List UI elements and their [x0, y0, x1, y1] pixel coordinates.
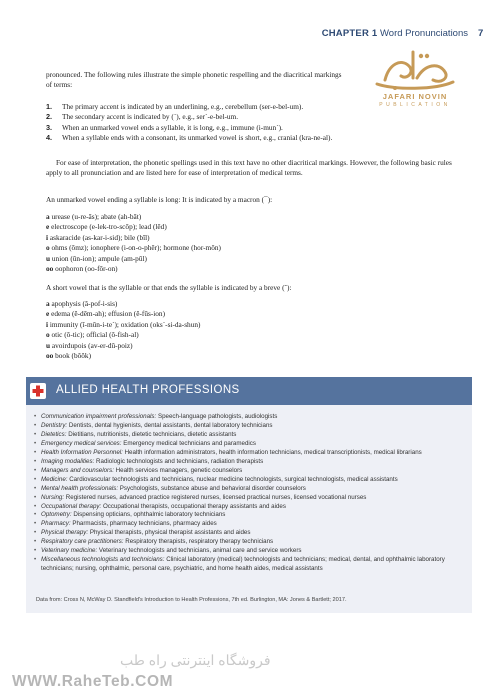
profession-label: Pharmacy: — [41, 520, 71, 528]
list-item — [34, 413, 466, 422]
profession-text: Registered nurses, advanced practice registered nurses, licensed practical nurses, licensed vocational nurses — [65, 493, 367, 501]
vowel-label: a — [46, 299, 50, 308]
list-item — [34, 458, 466, 467]
rule-number: 4. — [46, 133, 53, 143]
list-item — [34, 485, 466, 494]
profession-label: Physical therapy: — [41, 529, 89, 537]
short-vowel-examples — [46, 299, 454, 361]
profession-text: Dispensing opticians, ophthalmic laboratory technicians — [73, 511, 226, 519]
example-text: otic (ō-tic); official (ŏ-fish-al) — [51, 330, 139, 340]
list-item — [46, 309, 454, 319]
source-citation: Data from: Cross N, McWay D. Standfield's Introduction to Health Professions, 7th ed. Burlington, MA: Jones & Bartlett; 2017. — [36, 597, 347, 603]
list-item — [34, 476, 466, 485]
logo-brand: JAFARI NOVIN — [382, 92, 448, 101]
list-item — [34, 449, 466, 458]
chapter-title: Word Pronunciations — [379, 28, 468, 39]
rule-number: 2. — [46, 112, 53, 122]
list-item — [34, 422, 466, 431]
list-item — [34, 467, 466, 476]
profession-label: Miscellaneous technologists and technicians: — [41, 556, 165, 564]
list-item — [46, 243, 454, 253]
profession-label: Dietetics: — [41, 430, 67, 438]
list-item — [34, 511, 466, 520]
example-text: urease (u-re-ās); abate (ah-bāt) — [51, 212, 142, 221]
list-item — [34, 529, 466, 538]
rule-text: The secondary accent is indicated by (ˊ), e.g., serˊ-e-bel-um. — [62, 112, 239, 122]
profession-label: Medicine: — [41, 475, 68, 483]
example-text: union (ūn-ion); ampule (am-pūl) — [51, 253, 147, 263]
vowel-label: o — [46, 330, 50, 340]
list-item — [46, 320, 454, 330]
vowel-label: i — [46, 319, 49, 329]
long-vowel-intro: An unmarked vowel ending a syllable is long: It is indicated by a macron (¯): — [46, 195, 273, 204]
example-text: book (bŏŏk) — [55, 351, 91, 361]
profession-text: Physical therapists, physical therapist assistants and aides — [89, 529, 251, 537]
calligraphy-emblem-icon — [355, 44, 475, 94]
rule-item — [46, 102, 346, 112]
pronunciation-rules — [46, 102, 346, 144]
profession-text: Cardiovascular technologists and technicians, nuclear medicine technologists, surgical technologists, medical assistants — [69, 475, 398, 483]
publisher-logo — [355, 44, 475, 119]
profession-label: Veterinary medicine: — [41, 547, 98, 555]
profession-text: Clinical laboratory (medical) technologists and technicians; medical, dental, and ophthalmic laboratory technicians; nursing, ophthalmic, personal care, psychiatric, and home health aides, medical assistants — [41, 556, 445, 573]
profession-label: Respiratory care practitioners: — [41, 538, 124, 546]
vowel-label: oo — [46, 264, 54, 274]
list-item — [46, 351, 454, 361]
vowel-label: u — [46, 340, 51, 350]
example-text: immunity (ĭ-mūn-i-teˊ); oxidation (oksˊ-si-da-shun) — [49, 319, 201, 329]
profession-text: Veterinary technologists and technicians, animal care and service workers — [98, 547, 302, 555]
rule-item — [46, 133, 346, 143]
profession-text: Health information administrators, health information technicians, medical transcriptionists, medical librarians — [124, 448, 422, 456]
example-text: askaracide (as-kar-i-sid); bile (bīl) — [49, 232, 150, 242]
profession-label: Imaging modalities: — [41, 457, 95, 465]
intro-paragraph: pronounced. The following rules illustrate the simple phonetic respelling and the diacritical markings of terms: — [46, 70, 342, 90]
short-vowel-intro: A short vowel that is the syllable or that ends the syllable is indicated by a breve (˘): — [46, 283, 292, 292]
example-text: oophoron (oo-fōr-on) — [55, 264, 118, 274]
running-header — [0, 28, 468, 39]
list-item — [34, 556, 466, 574]
list-item — [34, 538, 466, 547]
list-item — [34, 503, 466, 512]
list-item — [46, 254, 454, 264]
profession-text: Occupational therapists, occupational therapy assistants and aides — [102, 502, 286, 510]
list-item — [34, 547, 466, 556]
profession-label: Communication impairment professionals: — [41, 413, 157, 420]
profession-label: Health Information Personnel: — [41, 448, 123, 456]
profession-label: Dentistry: — [41, 421, 68, 429]
list-item — [46, 222, 454, 232]
list-item — [46, 299, 454, 309]
profession-text: Respiratory therapists, respiratory therapy technicians — [125, 538, 274, 546]
profession-text: Radiologic technologists and technicians, radiation therapists — [96, 457, 264, 465]
list-item — [34, 440, 466, 449]
example-text: avoirdupois (av-er-dŭ-poiz) — [51, 340, 133, 350]
list-item — [46, 341, 454, 351]
profession-text: Psychologists, substance abuse and behavioral disorder counselors — [119, 484, 306, 492]
chapter-label: CHAPTER 1 — [321, 28, 378, 39]
list-item — [46, 330, 454, 340]
allied-health-list — [34, 413, 466, 574]
medical-cross-icon — [30, 383, 46, 399]
profession-text: Speech-language pathologists, audiologists — [157, 413, 278, 420]
profession-label: Occupational therapy: — [41, 502, 102, 510]
example-text: apophysis (ă-pof-i-sis) — [51, 299, 118, 308]
vowel-label: u — [46, 253, 51, 263]
profession-label: Optometry: — [41, 511, 72, 519]
watermark-url[interactable]: WWW.RaheTeb.COM — [12, 673, 174, 690]
vowel-label: i — [46, 232, 49, 242]
rule-number: 1. — [46, 102, 53, 111]
profession-text: Dentists, dental hygienists, dental assistants, dental laboratory technicians — [68, 421, 273, 429]
box-title: ALLIED HEALTH PROFESSIONS — [56, 384, 240, 396]
profession-label: Managers and counselors: — [41, 466, 114, 474]
profession-label: Mental health professionals: — [41, 484, 119, 492]
vowel-label: e — [46, 222, 50, 232]
example-text: ohms (ōmz); ionophere (i-on-o-phēr); hormone (hor-mōn) — [51, 243, 221, 253]
profession-label: Nursing: — [41, 493, 65, 501]
profession-text: Emergency medical technicians and paramedics — [123, 439, 256, 447]
rule-text: When a syllable ends with a consonant, its unmarked vowel is short, e.g., cranial (kra-ne-al). — [62, 133, 333, 143]
list-item — [46, 212, 454, 222]
vowel-label: o — [46, 243, 50, 253]
profession-text: Pharmacists, pharmacy technicians, pharmacy aides — [72, 520, 217, 528]
example-text: electroscope (e-lek-tro-scōp); lead (lēd) — [51, 222, 167, 232]
long-vowel-examples — [46, 212, 454, 274]
logo-subtitle: PUBLICATION — [379, 102, 451, 108]
rule-text: When an unmarked vowel ends a syllable, it is long, e.g., immune (i-munˊ). — [62, 122, 283, 132]
vowel-label: oo — [46, 351, 54, 361]
list-item — [46, 233, 454, 243]
list-item — [34, 520, 466, 529]
watermark-persian: فروشگاه اینترنتی راه طب — [120, 652, 271, 668]
list-item — [34, 431, 466, 440]
profession-label: Emergency medical services: — [41, 439, 122, 447]
rule-text: The primary accent is indicated by an underlining, e.g., cerebellum (ser-e-bel-um). — [62, 102, 304, 111]
profession-text: Health services managers, genetic counselors — [115, 466, 243, 474]
list-item — [46, 264, 454, 274]
rule-item — [46, 112, 346, 122]
page-number: 7 — [478, 28, 484, 39]
vowel-label: e — [46, 309, 50, 319]
rule-item — [46, 123, 346, 133]
rule-number: 3. — [46, 122, 53, 132]
profession-text: Dietitians, nutritionists, dietetic technicians, dietetic assistants — [68, 430, 237, 438]
list-item — [34, 494, 466, 503]
example-text: edema (ĕ-dēm-ah); effusion (ĕ-fūs-ion) — [51, 309, 166, 319]
vowel-label: a — [46, 212, 50, 221]
ease-paragraph: For ease of interpretation, the phonetic spellings used in this text have no other diacritical markings. However, the following basic rules apply to all pronunciation and are listed here for ease of interpretation of medical terms. — [46, 158, 452, 178]
